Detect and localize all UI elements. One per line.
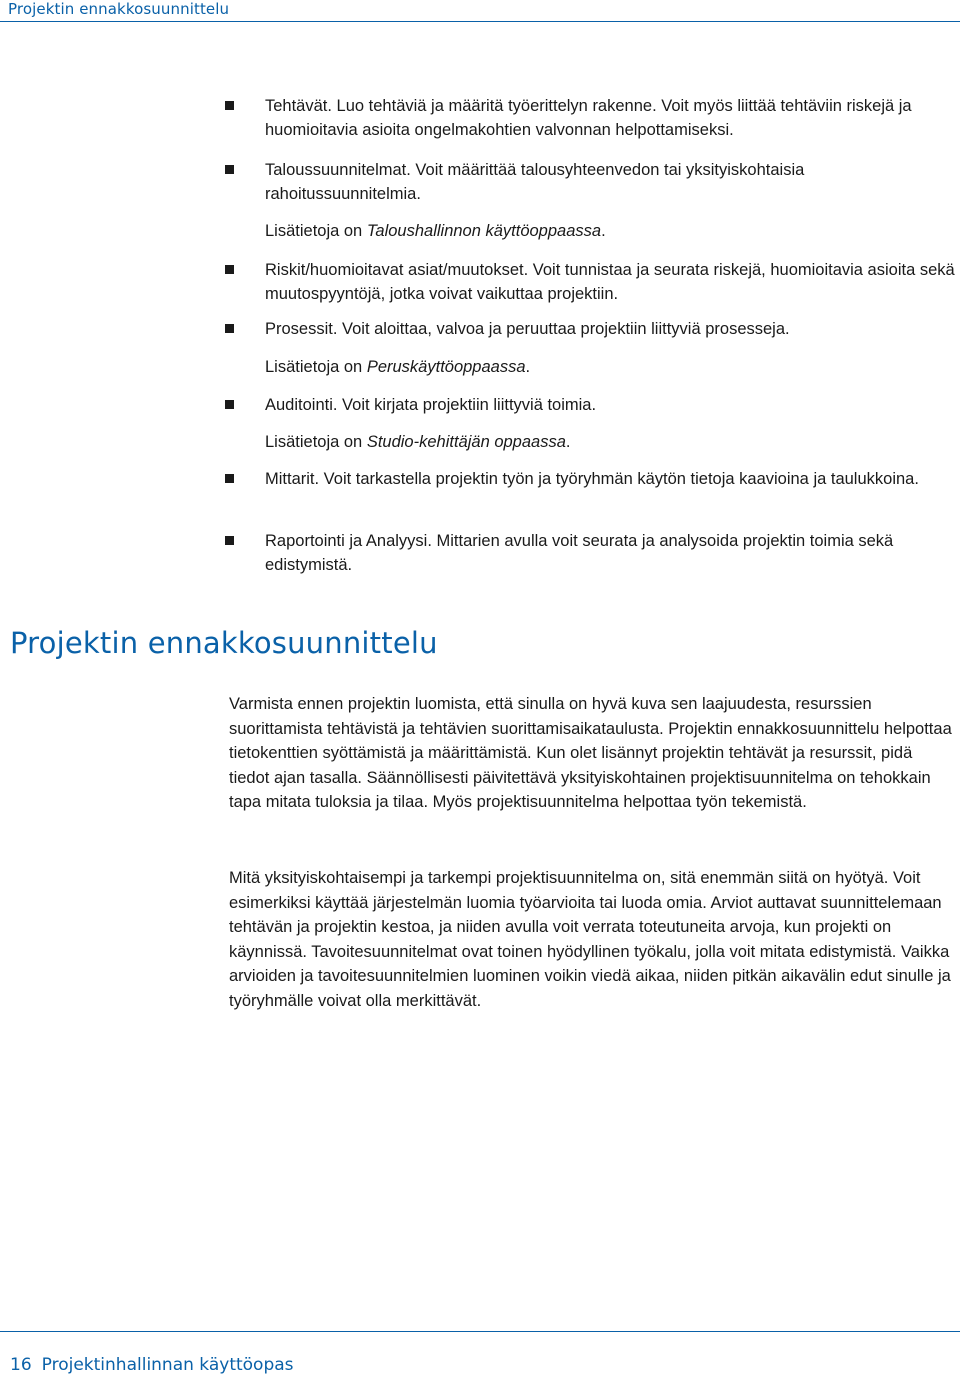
bullet-square-icon: [225, 165, 234, 174]
bullet-lead: Auditointi.: [265, 396, 338, 414]
section-paragraph: Varmista ennen projektin luomista, että sinulla on hyvä kuva sen laajuudesta, resurssien suorittamista tehtävistä ja tehtävien suorittamisaikataulusta. Projektin ennakkosuunnittelu helpottaa tietokenttien syöttämistä ja määrittämistä. Kun olet lisännyt projektin tehtävät ja resurssit, pidä tiedot ajan tasalla. Säännöllisesti päivitettävä yksityiskohtainen projektisuunnitelma on tehokkain tapa mitata tuloksia ja tilaa. Myös projektisuunnitelma helpottaa työn tekemistä.: [229, 695, 952, 811]
section-title: Projektin ennakkosuunnittelu: [10, 626, 438, 660]
bullet-square-icon: [225, 324, 234, 333]
more-info-suffix: .: [525, 358, 531, 376]
guide-link[interactable]: Studio-kehittäjän oppaassa: [366, 433, 566, 451]
bullet-square-icon: [225, 265, 234, 274]
more-info-prefix: Lisätietoja on: [265, 222, 367, 240]
bullet-text: [265, 467, 955, 491]
bullet-body: Voit kirjata projektiin liittyviä toimia.: [337, 396, 597, 414]
bullet-body: Mittarien avulla voit seurata ja analysoida projektin toimia sekä edistymistä.: [265, 532, 894, 574]
bullet-lead: Raportointi ja Analyysi.: [265, 532, 432, 550]
bullet-square-icon: [225, 474, 234, 483]
bullet-text: [265, 393, 955, 417]
bullet-text: [265, 258, 955, 306]
bullet-lead: Mittarit.: [265, 470, 320, 488]
more-info-suffix: .: [601, 222, 606, 240]
bullet-text: [265, 94, 955, 142]
page-footer: [0, 1331, 960, 1378]
footer-title: Projektinhallinnan käyttöopas: [41, 1355, 294, 1375]
bullet-body: Voit aloittaa, valvoa ja peruuttaa projektiin liittyviä prosesseja.: [337, 320, 790, 338]
bullet-square-icon: [225, 400, 234, 409]
more-info-line: [265, 219, 606, 243]
footer-rule: [0, 1331, 960, 1332]
bullet-text: [265, 529, 955, 577]
more-info-line: [265, 355, 530, 379]
page-number: 16: [10, 1355, 32, 1375]
section-paragraph: Mitä yksityiskohtaisempi ja tarkempi projektisuunnitelma on, sitä enemmän siitä on hyötyä. Voit esimerkiksi käyttää järjestelmän luomia työarvioita tai luoda omia. Arviot auttavat suunnittelemaan tehtävän ja projektin kestoa, ja niiden avulla voit verrata toteutuneita arvoja, kun projekti on käynnissä. Tavoitesuunnitelmat ovat toinen hyödyllinen työkalu, jolla voit mitata edistymistä. Vaikka arvioiden ja tavoitesuunnitelmien luominen voikin viedä aikaa, niiden pitkän aikavälin edut sinulle ja työryhmälle voivat olla merkittävät.: [229, 869, 951, 1010]
bullet-text: [265, 158, 955, 206]
header-rule: [0, 21, 960, 22]
bullet-square-icon: [225, 101, 234, 110]
bullet-text: [265, 317, 955, 341]
bullet-body: Voit tunnistaa ja seurata riskejä, huomioitavia asioita sekä muutospyyntöjä, jotka voivat vaikuttaa projektiin.: [265, 261, 955, 303]
running-header-title: Projektin ennakkosuunnittelu: [8, 0, 230, 18]
more-info-prefix: Lisätietoja on: [265, 433, 367, 451]
more-info-suffix: .: [565, 433, 571, 451]
bullet-lead: Taloussuunnitelmat.: [265, 161, 411, 179]
running-header: [0, 0, 960, 22]
bullet-lead: Prosessit.: [265, 320, 338, 338]
guide-link[interactable]: Taloushallinnon käyttöoppaassa: [366, 222, 602, 240]
footer-text: [10, 1355, 294, 1375]
bullet-body: Luo tehtäviä ja määritä työerittelyn rakenne. Voit myös liittää tehtäviin riskejä ja huomioitavia asioita ongelmakohtien valvonnan helpottamiseksi.: [265, 97, 912, 139]
more-info-prefix: Lisätietoja on: [265, 358, 367, 376]
bullet-lead: Riskit/huomioitavat asiat/muutokset.: [265, 261, 529, 279]
bullet-square-icon: [225, 536, 234, 545]
bullet-body: Voit määrittää talousyhteenvedon tai yksityiskohtaisia rahoitussuunnitelmia.: [265, 161, 805, 203]
bullet-body: Voit tarkastella projektin työn ja työryhmän käytön tietoja kaavioina ja taulukkoina.: [319, 470, 919, 488]
bullet-lead: Tehtävät.: [265, 97, 332, 115]
guide-link[interactable]: Peruskäyttöoppaassa: [366, 358, 526, 376]
more-info-line: [265, 430, 570, 454]
